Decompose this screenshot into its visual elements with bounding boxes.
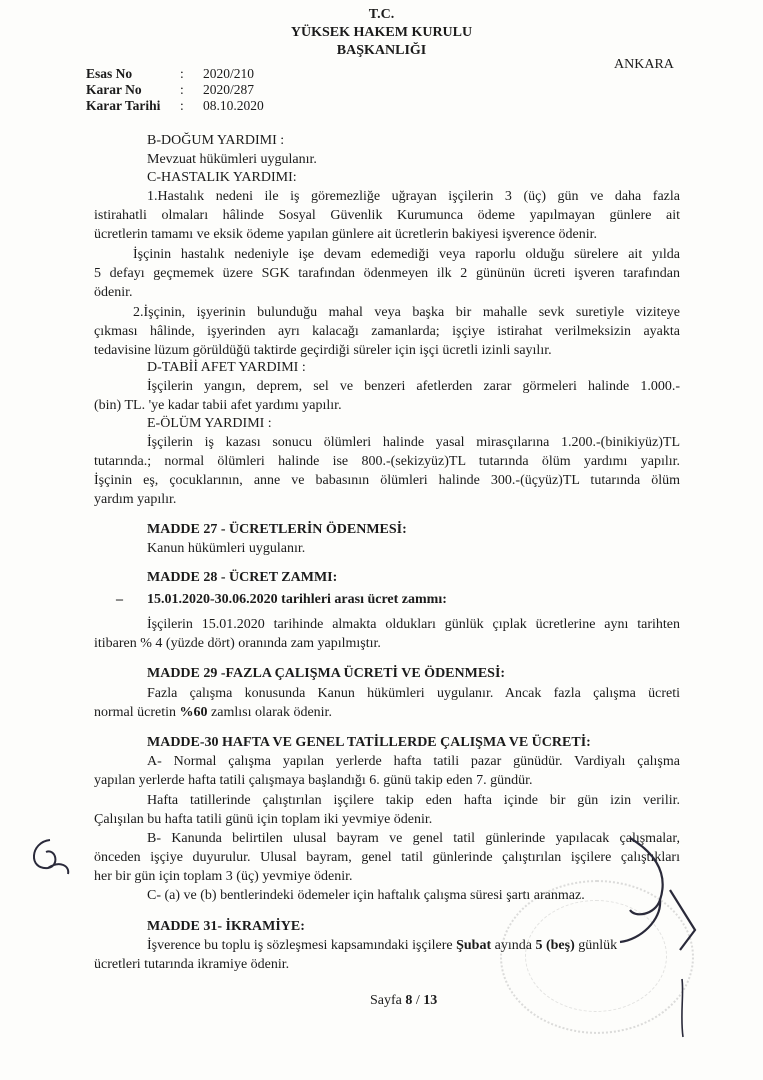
article-30-b-line1: B- Kanunda belirtilen ulusal bayram ve genel tatil günlerinde yapılacak çalışmalar, <box>147 831 680 846</box>
article-30-a-line2: yapılan yerlerde hafta tatili çalışmaya başlandığı 6. günü takip eden 7. gündür. <box>94 773 533 788</box>
article-28-dash: – <box>116 592 123 607</box>
article-30-b-line3: her bir gün için toplam 3 (üç) yevmiye ödenir. <box>94 869 353 884</box>
article-27-title: MADDE 27 - ÜCRETLERİN ÖDENMESİ: <box>147 522 407 537</box>
page-number <box>370 993 437 1009</box>
article-30-title: MADDE-30 HAFTA VE GENEL TATİLLERDE ÇALIŞMA VE ÜCRETİ: <box>147 735 591 750</box>
section-d-title: D-TABİİ AFET YARDIMI : <box>147 360 306 375</box>
page-current: 8 <box>405 993 413 1008</box>
section-c-p1-line3: ücretlerin tamamı ve eksik ödeme yapılan günlere ait ücretlerin bakiyesi işverence ödenir. <box>94 227 598 242</box>
article-31-line1-a: İşverence bu toplu iş sözleşmesi kapsamındaki işçilere <box>147 938 457 953</box>
section-e-line2: tutarında.; normal ölümleri halinde ise 800.-(sekizyüz)TL tutarında ölüm yardımı yapılır. <box>94 454 680 469</box>
article-31-line2: ücretleri tutarında ikramiye ödenir. <box>94 957 290 972</box>
karar-label: Karar No <box>86 82 142 97</box>
article-29-line2 <box>94 703 332 722</box>
esas-colon: : <box>180 66 184 81</box>
article-28-subtitle: 15.01.2020-30.06.2020 tarihleri arası ücret zammı: <box>147 592 447 607</box>
right-signature <box>600 830 710 960</box>
article-28-line1: İşçilerin 15.01.2020 tarihinde almakta oldukları günlük çıplak ücretlerine aynı tarihten <box>147 617 680 632</box>
tarih-value: 08.10.2020 <box>203 98 264 113</box>
section-c-title: C-HASTALIK YARDIMI: <box>147 170 297 185</box>
header-institution: YÜKSEK HAKEM KURULU <box>290 25 473 40</box>
article-30-c-line1: C- (a) ve (b) bentlerindeki ödemeler için haftalık çalışma süresi şartı aranmaz. <box>147 888 585 903</box>
article-31-line1-e: günlük <box>574 938 618 953</box>
article-28-line2: itibaren % 4 (yüzde dört) oranında zam yapılmıştır. <box>94 636 381 651</box>
section-e-line1: İşçilerin iş kazası sonucu ölümleri halinde yasal mirasçılarına 1.200.-(binikiyüz)TL <box>147 435 680 450</box>
article-30-h-line2: Çalışılan bu hafta tatili günü için toplam iki yevmiye ödenir. <box>94 812 433 827</box>
karar-colon: : <box>180 82 184 97</box>
section-e-line3: İşçinin eş, çocuklarının, anne ve babasının ölümleri halinde 300.-(üçyüz)TL tutarında ölüm <box>94 473 680 488</box>
article-29-line1: Fazla çalışma konusunda Kanun hükümleri uygulanır. Ancak fazla çalışma ücreti <box>147 686 680 701</box>
karar-value: 2020/287 <box>203 82 255 97</box>
article-28-title: MADDE 28 - ÜCRET ZAMMI: <box>147 570 338 585</box>
article-29-line2-a: normal ücretin <box>94 705 180 720</box>
page-total: 13 <box>423 993 438 1008</box>
article-30-h-line1: Hafta tatillerinde çalıştırılan işçilere takip eden hafta içinde bir gün izin verilir. <box>147 793 680 808</box>
article-29-line2-c: zamlısı olarak ödenir. <box>207 705 332 720</box>
article-29-rate: %60 <box>179 705 208 720</box>
page-prefix: Sayfa <box>370 993 406 1008</box>
article-31-line1-c: ayında <box>491 938 536 953</box>
article-27-text: Kanun hükümleri uygulanır. <box>147 541 306 556</box>
tarih-colon: : <box>180 98 184 113</box>
header-presidency: BAŞKANLIĞI <box>336 43 427 58</box>
article-30-a-line1: A- Normal çalışma yapılan yerlerde hafta tatili pazar günüdür. Vardiyalı çalışma <box>147 754 680 769</box>
article-31-title: MADDE 31- İKRAMİYE: <box>147 919 305 934</box>
left-margin-initial <box>20 830 80 890</box>
section-c-p3-line3: tedavisine lüzum görüldüğü taktirde geçirdiği süreler için işçi ücretli izinli sayılır. <box>94 343 552 358</box>
header-tc: T.C. <box>368 7 395 22</box>
article-29-title: MADDE 29 -FAZLA ÇALIŞMA ÜCRETİ VE ÖDENMESİ: <box>147 666 506 681</box>
section-c-p3-line1: 2.İşçinin, işyerinin bulunduğu mahal veya başka bir mahalle sevk suretiyle viziteye <box>133 305 680 320</box>
article-31-days: 5 (beş) <box>535 938 575 953</box>
page-separator: / <box>412 993 424 1008</box>
section-d-line2: (bin) TL. 'ye kadar tabii afet yardımı yapılır. <box>94 398 342 413</box>
section-d-line1: İşçilerin yangın, deprem, sel ve benzeri afetlerden zarar görmeleri halinde 1.000.- <box>147 379 680 394</box>
section-c-p1-line1: 1.Hastalık nedeni ile iş göremezliğe uğrayan işçilerin 3 (üç) gün ve daha fazla <box>147 189 680 204</box>
section-b-title: B-DOĞUM YARDIMI : <box>147 133 285 148</box>
section-c-p2-line1: İşçinin hastalık nedeniyle işe devam edemediği veya raporlu olduğu sürelere ait yılda <box>133 247 680 262</box>
section-c-p2-line3: ödenir. <box>94 285 133 300</box>
header-city: ANKARA <box>614 57 674 72</box>
esas-label: Esas No <box>86 66 133 81</box>
section-e-title: E-ÖLÜM YARDIMI : <box>147 416 272 431</box>
right-margin-mark <box>668 975 698 1045</box>
section-e-line4: yardım yapılır. <box>94 492 177 507</box>
article-30-b-line2: önceden işçiye duyurulur. Ulusal bayram, genel tatil günlerinde çalıştırılan işçilere çalıştıkları <box>94 850 680 865</box>
section-b-text: Mevzuat hükümleri uygulanır. <box>147 152 317 167</box>
article-31-month: Şubat <box>456 938 492 953</box>
section-c-p2-line2: 5 defayı geçmemek üzere SGK tarafından ödenmeyen ilk 2 gününün ücreti işveren tarafından <box>94 266 680 281</box>
section-c-p3-line2: çıkması hâlinde, işyerinden ayrı kalacağı zamanlarda; işçiye istirahat verilmeksizin ayakta <box>94 324 680 339</box>
tarih-label: Karar Tarihi <box>86 98 161 113</box>
esas-value: 2020/210 <box>203 66 255 81</box>
section-c-p1-line2: istirahatli olmaları hâlinde Sosyal Güvenlik Kurumunca ödeme yapılmayan günlere ait <box>94 208 680 223</box>
